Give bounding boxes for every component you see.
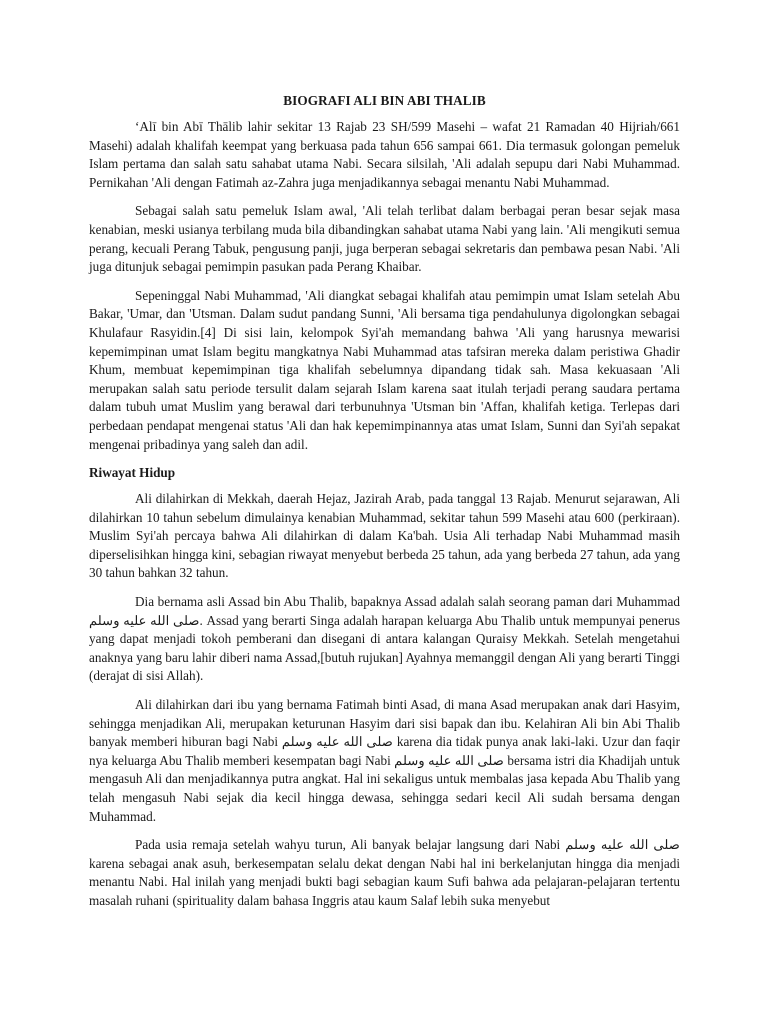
paragraph-riwayat-4: Pada usia remaja setelah wahyu turun, Ali banyak belajar langsung dari Nabi صلى الله عليه وسلم karena sebagai anak asuh, berkesempatan selalu dekat dengan Nabi hal ini berkelanjutan hingga dia menjadi menantu Nabi. Hal inilah yang menjadi bukti bagi sebagian kaum Sufi bahwa ada pelajaran-pelajaran tertentu masalah ruhani (spirituality dalam bahasa Inggris atau kaum Salaf lebih suka menyebut bbox=[89, 837, 680, 908]
paragraph-intro-3: Sepeninggal Nabi Muhammad, 'Ali diangkat sebagai khalifah atau pemimpin umat Islam setelah Abu Bakar, 'Umar, dan 'Utsman. Dalam sudut pandang Sunni, 'Ali bersama tiga pendahulunya digolongkan sebagai Khulafaur Rasyidin.[4] Di sisi lain, kelompok Syi'ah memandang bahwa 'Ali yang harusnya mewarisi kepemimpinan umat Islam begitu mangkatnya Nabi Muhammad atas tafsiran mereka dalam peristiwa Ghadir Khum, membuat kepemimpinan tiga khalifah sebelumnya dipandang tidak sah. Masa kekuasaan 'Ali merupakan salah satu periode tersulit dalam sejarah Islam karena saat itulah terjadi perang saudara pertama dalam tubuh umat Muslim yang berawal dari terbunuhnya 'Utsman bin 'Affan, khalifah ketiga. Terlepas dari perbedaan pendapat mengenai status 'Ali dan hak kepemimpinannya atas umat Islam, Sunni dan Syi'ah sepakat mengenai pribadinya yang saleh dan adil. bbox=[89, 287, 680, 452]
paragraph-riwayat-3: Ali dilahirkan dari ibu yang bernama Fatimah binti Asad, di mana Asad merupakan anak dari Hasyim, sehingga menjadikan Ali, merupakan keturunan Hasyim dari sisi bapak dan ibu. Kelahiran Ali bin Abi Thalib banyak memberi hiburan bagi Nabi صلى الله عليه وسلم karena dia tidak punya anak laki-laki. Uzur dan faqir nya keluarga Abu Thalib memberi kesempatan bagi Nabi صلى الله عليه وسلم bersama istri dia Khadijah untuk mengasuh Ali dan menjadikannya putra angkat. Hal ini sekaligus untuk membalas jasa kepada Abu Thalib yang telah mengasuh Nabi sejak dia kecil hingga dewasa, sehingga sedari kecil Ali sudah bersama dengan Muhammad. bbox=[89, 697, 680, 824]
section-heading-riwayat-hidup: Riwayat Hidup bbox=[89, 465, 176, 481]
document-title: BIOGRAFI ALI BIN ABI THALIB bbox=[283, 93, 486, 108]
paragraph-intro-2: Sebagai salah satu pemeluk Islam awal, 'Ali telah terlibat dalam berbagai peran besar sejak masa kenabian, meski usianya terbilang muda bila dibandingkan sahabat utama Nabi yang lain. 'Ali mengikuti semua perang, kecuali Perang Tabuk, pengusung panji, juga berperan sebagai sekretaris dan pembawa pesan Nabi. 'Ali juga ditunjuk sebagai pemimpin pasukan pada Perang Khaibar. bbox=[89, 203, 680, 275]
paragraph-intro-1: ʻAlī bin Abī Thālib lahir sekitar 13 Rajab 23 SH/599 Masehi – wafat 21 Ramadan 40 Hijriah/661 Masehi) adalah khalifah keempat yang berkuasa pada tahun 656 sampai 661. Dia termasuk golongan pemeluk Islam pertama dan salah satu sahabat utama Nabi. Secara silsilah, 'Ali adalah sepupu dari Nabi Muhammad. Pernikahan 'Ali dengan Fatimah az-Zahra juga menjadikannya sebagai menantu Nabi Muhammad. bbox=[89, 119, 680, 190]
paragraph-riwayat-2: Dia bernama asli Assad bin Abu Thalib, bapaknya Assad adalah salah seorang paman dari Muhammad صلى الله عليه وسلم. Assad yang berarti Singa adalah harapan keluarga Abu Thalib untuk mempunyai penerus yang dapat menjadi tokoh pemberani dan disegani di antara kalangan Quraisy Mekkah. Setelah mengetahui anaknya yang baru lahir diberi nama Assad,[butuh rujukan] Ayahnya memanggil dengan Ali yang berarti Tinggi (derajat di sisi Allah). bbox=[89, 594, 680, 684]
paragraph-riwayat-1: Ali dilahirkan di Mekkah, daerah Hejaz, Jazirah Arab, pada tanggal 13 Rajab. Menurut sejarawan, Ali dilahirkan 10 tahun sebelum dimulainya kenabian Muhammad, sekitar tahun 599 Masehi atau 600 (perkiraan). Muslim Syi'ah percaya bahwa Ali dilahirkan di dalam Ka'bah. Usia Ali terhadap Nabi Muhammad masih diperselisihkan hingga kini, sebagian riwayat menyebut berbeda 25 tahun, ada yang berbeda 27 tahun, ada yang 30 tahun bahkan 32 tahun. bbox=[89, 491, 680, 581]
